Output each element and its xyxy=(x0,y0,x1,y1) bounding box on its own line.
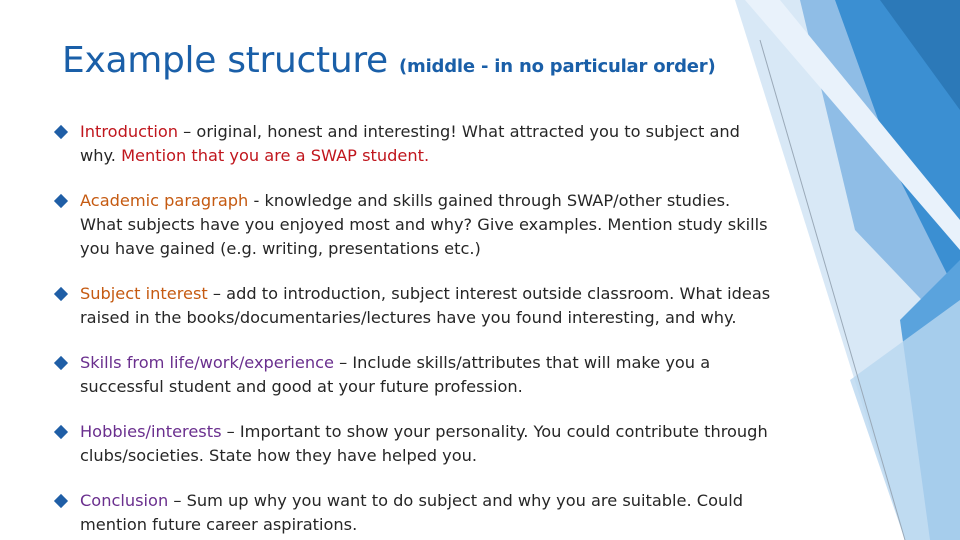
slide-title-block xyxy=(62,40,715,81)
bullet-text: – add to introduction, subject interest outside classroom. What ideas raised in the books/documentaries/lectures have you found interesting, and why. xyxy=(80,284,771,327)
bullet-conclusion xyxy=(52,489,772,537)
bullet-highlight: Mention that you are a SWAP student. xyxy=(121,146,430,165)
bullet-text: – original, honest and interesting! What attracted you to subject and why. xyxy=(80,122,740,165)
bullet-text: – Important to show your personality. You could contribute through clubs/societies. State how they have helped you. xyxy=(80,422,768,465)
bullet-skills xyxy=(52,351,772,399)
bullet-heading: Introduction xyxy=(80,122,179,141)
diamond-bullet-icon xyxy=(54,125,68,139)
diamond-bullet-icon xyxy=(54,356,68,370)
bullet-heading: Conclusion xyxy=(80,491,169,510)
bullet-heading: Hobbies/interests xyxy=(80,422,222,441)
bullet-text: - knowledge and skills gained through SWAP/other studies. What subjects have you enjoyed most and why? Give examples. Mention study skills you have gained (e.g. writing, presentations etc.) xyxy=(80,191,768,258)
diamond-bullet-icon xyxy=(54,425,68,439)
bullet-heading: Subject interest xyxy=(80,284,208,303)
diamond-bullet-icon xyxy=(54,494,68,508)
bullet-list xyxy=(52,120,772,540)
bullet-heading: Academic paragraph xyxy=(80,191,249,210)
diamond-bullet-icon xyxy=(54,287,68,301)
bullet-subject-interest xyxy=(52,282,772,330)
bullet-text: – Include skills/attributes that will make you a successful student and good at your future profession. xyxy=(80,353,711,396)
bullet-text: – Sum up why you want to do subject and why you are suitable. Could mention future career aspirations. xyxy=(80,491,744,534)
diamond-bullet-icon xyxy=(54,194,68,208)
slide-subtitle: (middle - in no particular order) xyxy=(399,56,716,77)
bullet-academic-paragraph xyxy=(52,189,772,261)
slide-title: Example structure xyxy=(62,40,388,81)
bullet-introduction xyxy=(52,120,772,168)
bullet-hobbies xyxy=(52,420,772,468)
bullet-heading: Skills from life/work/experience xyxy=(80,353,334,372)
